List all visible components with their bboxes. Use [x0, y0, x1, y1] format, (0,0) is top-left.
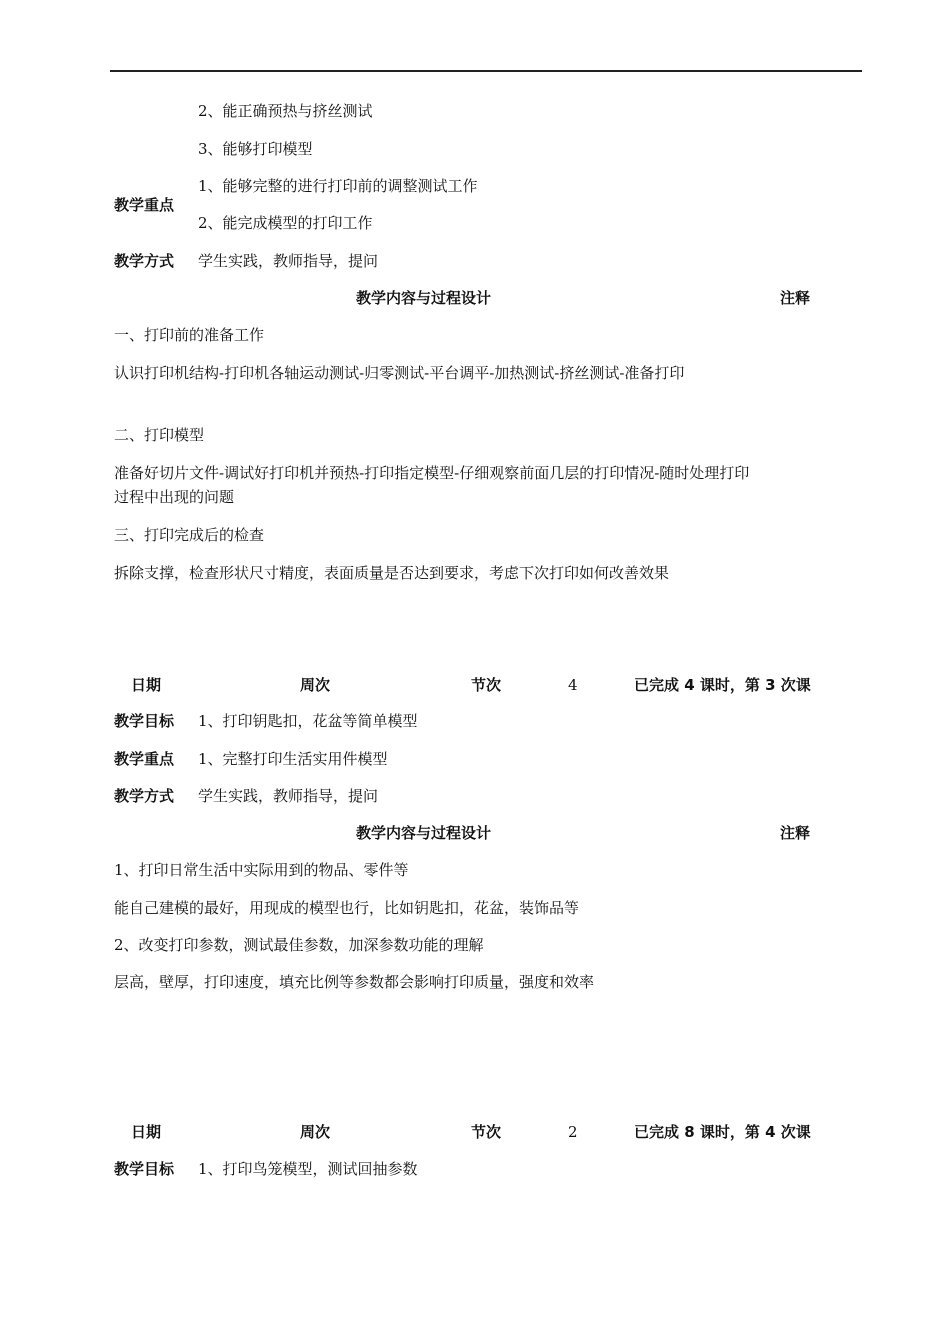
key-points-label: 教学重点	[114, 196, 175, 214]
notes-header: 注释	[780, 289, 811, 307]
objectives-value: 1、打印鸟笼模型，测试回抽参数	[198, 1160, 418, 1178]
period-value: 2	[568, 1123, 578, 1141]
header-rule	[110, 70, 862, 72]
section-heading: 三、打印完成后的检查	[114, 526, 265, 544]
method-label: 教学方式	[114, 252, 175, 270]
week-label: 周次	[300, 1123, 331, 1141]
content-line: 层高，壁厚，打印速度，填充比例等参数都会影响打印质量，强度和效率	[114, 973, 595, 991]
period-label: 节次	[471, 676, 502, 694]
date-label: 日期	[131, 676, 162, 694]
section-body: 准备好切片文件-调试好打印机并预热-打印指定模型-仔细观察前面几层的打印情况-随时处理打印过程中出现的问题	[114, 464, 750, 506]
section-body: 认识打印机结构-打印机各轴运动测试-归零测试-平台调平-加热测试-挤丝测试-准备打印	[114, 364, 685, 382]
objective-item: 3、能够打印模型	[198, 140, 313, 158]
week-label: 周次	[300, 676, 331, 694]
content-header: 教学内容与过程设计	[356, 824, 492, 842]
key-points-value: 1、完整打印生活实用件模型	[198, 750, 388, 768]
notes-header: 注释	[780, 824, 811, 842]
method-value: 学生实践，教师指导，提问	[198, 787, 379, 805]
section-heading: 二、打印模型	[114, 426, 205, 444]
section-body: 拆除支撑，检查形状尺寸精度，表面质量是否达到要求，考虑下次打印如何改善效果	[114, 564, 670, 582]
period-label: 节次	[471, 1123, 502, 1141]
key-points-label: 教学重点	[114, 750, 175, 768]
content-line: 2、改变打印参数，测试最佳参数，加深参数功能的理解	[114, 936, 484, 954]
method-label: 教学方式	[114, 787, 175, 805]
date-label: 日期	[131, 1123, 162, 1141]
content-line: 1、打印日常生活中实际用到的物品、零件等	[114, 861, 409, 879]
section-heading: 一、打印前的准备工作	[114, 326, 265, 344]
objective-item: 2、能正确预热与挤丝测试	[198, 102, 373, 120]
objectives-label: 教学目标	[114, 712, 175, 730]
objectives-label: 教学目标	[114, 1160, 175, 1178]
content-line: 能自己建模的最好，用现成的模型也行，比如钥匙扣，花盆，装饰品等	[114, 899, 580, 917]
progress-text: 已完成 8 课时，第 4 次课	[634, 1123, 811, 1141]
key-point-item: 1、能够完整的进行打印前的调整测试工作	[198, 177, 478, 195]
key-point-item: 2、能完成模型的打印工作	[198, 214, 373, 232]
objectives-value: 1、打印钥匙扣，花盆等简单模型	[198, 712, 418, 730]
method-value: 学生实践，教师指导，提问	[198, 252, 379, 270]
content-header: 教学内容与过程设计	[356, 289, 492, 307]
period-value: 4	[568, 676, 578, 694]
progress-text: 已完成 4 课时，第 3 次课	[634, 676, 811, 694]
